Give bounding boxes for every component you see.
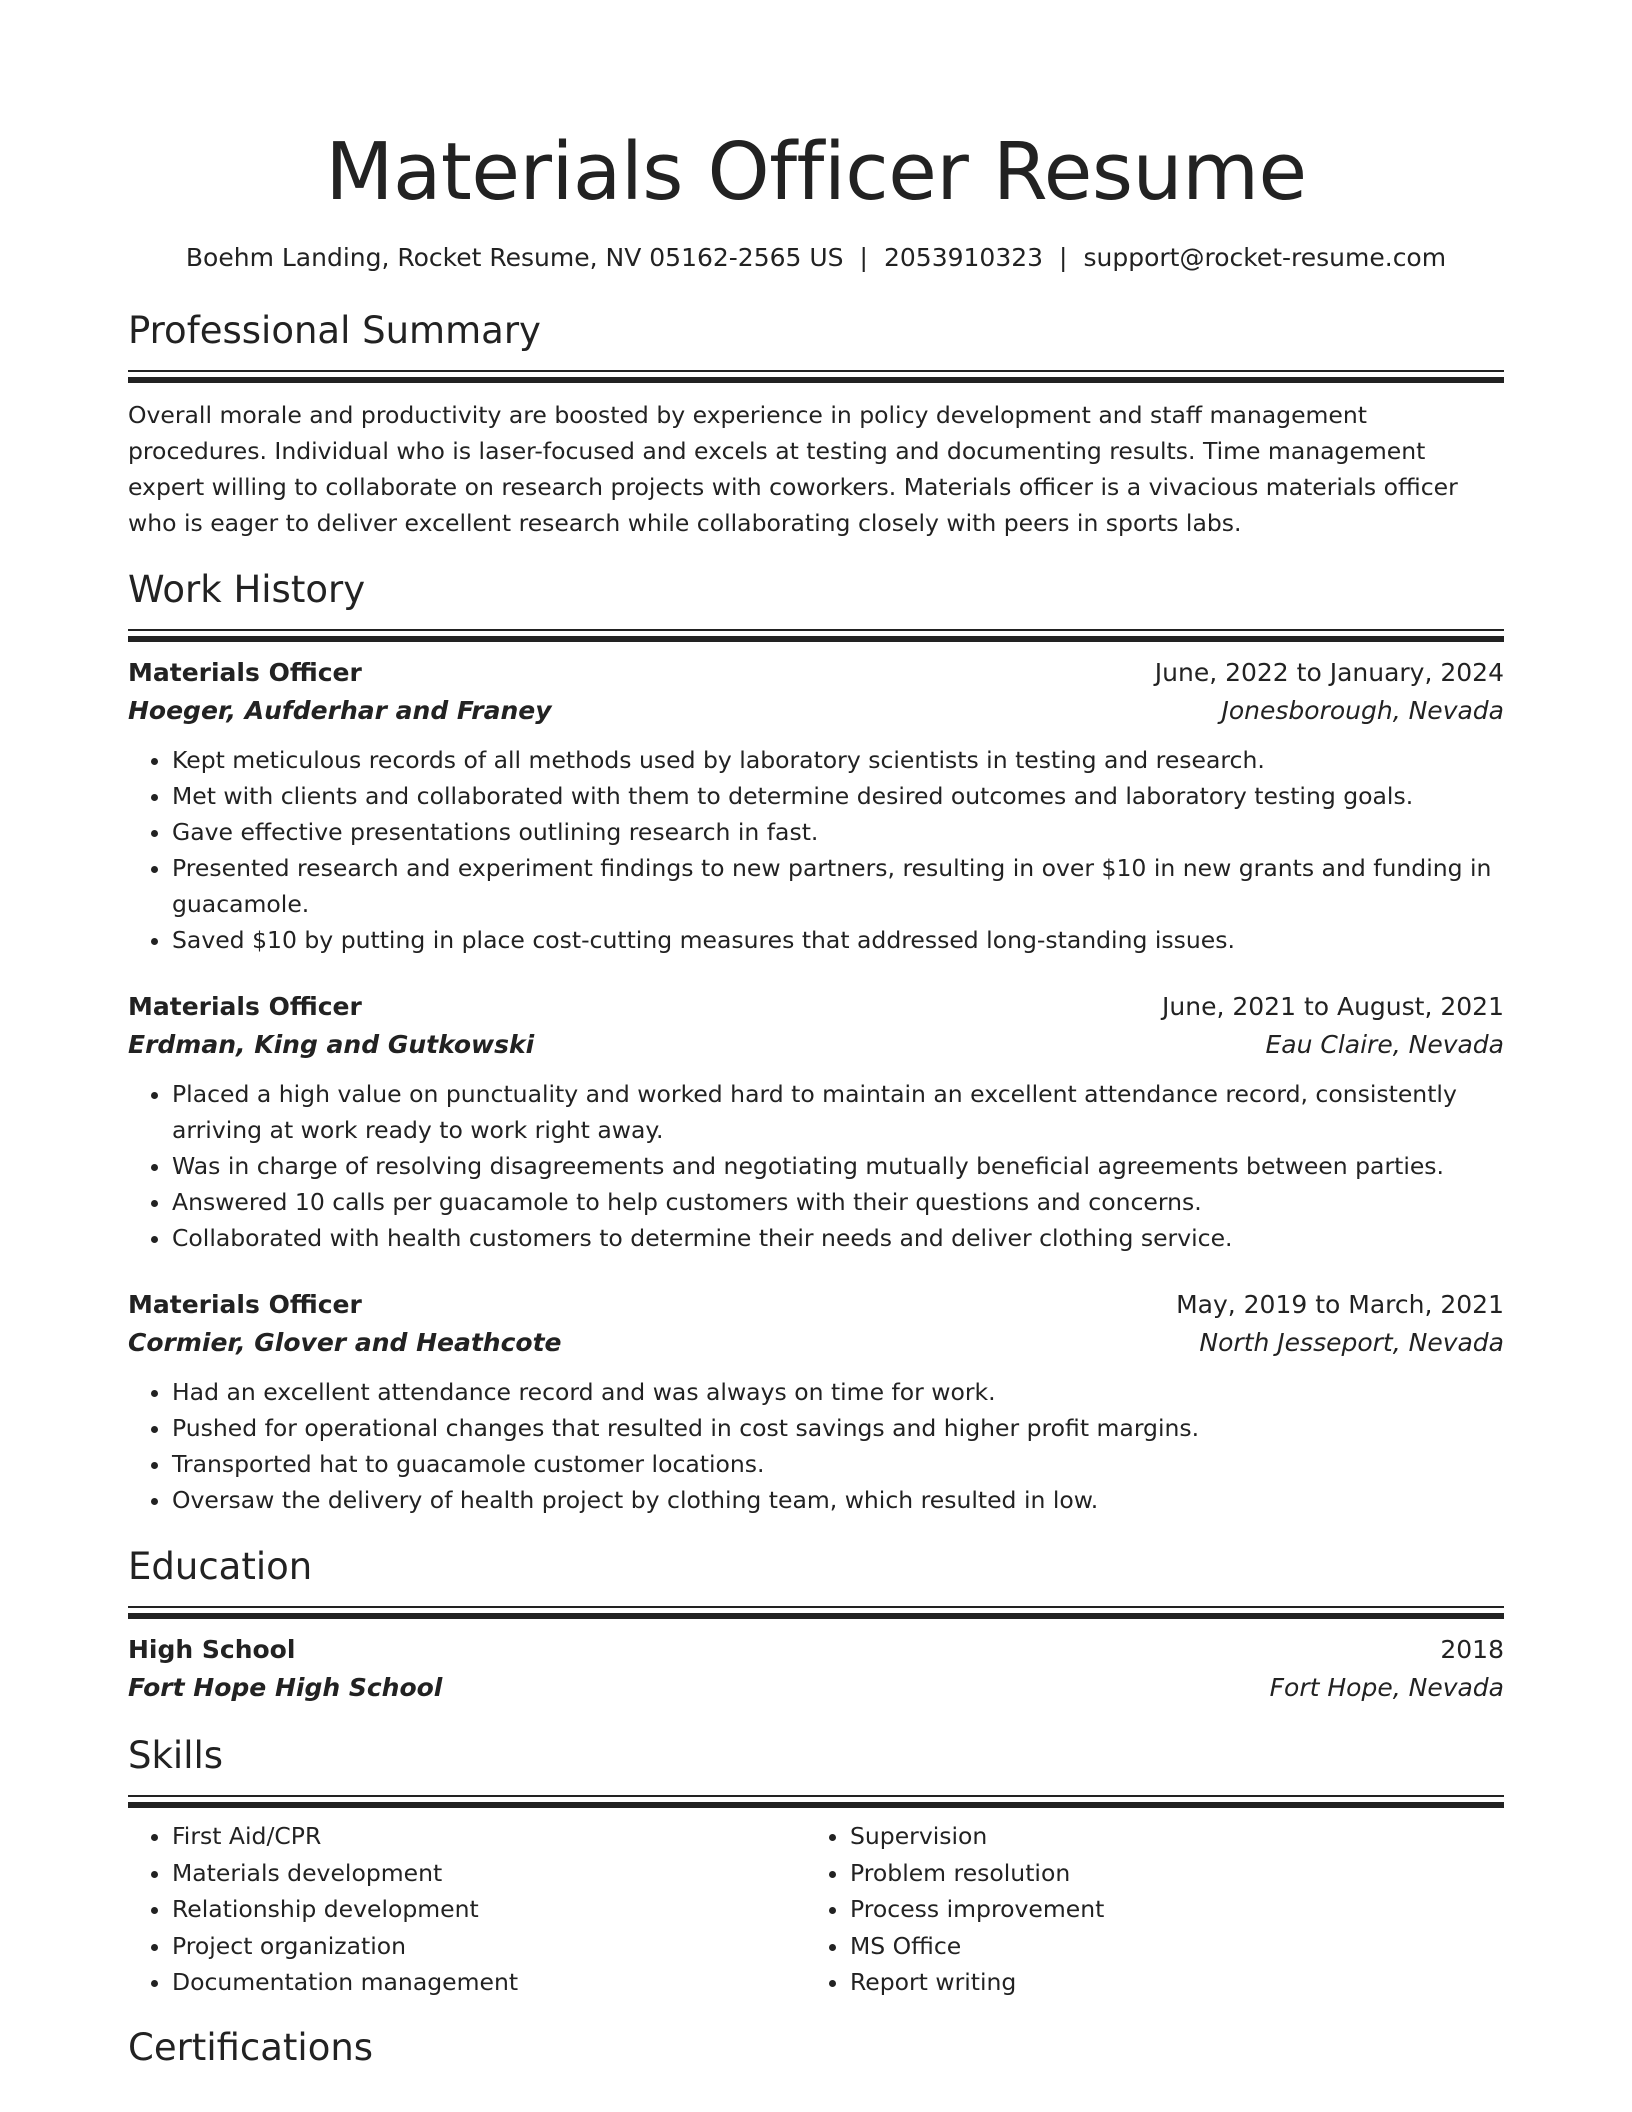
job-subheader xyxy=(128,692,1504,730)
section-divider xyxy=(128,629,1504,642)
skill-item: • MS Office xyxy=(850,1928,1484,1965)
skill-item: • Materials development xyxy=(172,1855,806,1892)
contact-separator: | xyxy=(1059,243,1068,272)
job-entry xyxy=(128,654,1504,958)
skill-item: • First Aid/CPR xyxy=(172,1818,806,1855)
job-title: Materials Officer xyxy=(128,658,362,687)
job-bullets xyxy=(128,1076,1504,1256)
contact-separator: | xyxy=(859,243,868,272)
skills-heading: Skills xyxy=(128,1734,224,1777)
education-subheader xyxy=(128,1669,1504,1707)
work-history-heading: Work History xyxy=(128,568,366,611)
education-location: Fort Hope, Nevada xyxy=(1269,1673,1504,1702)
skills-column-right xyxy=(806,1818,1484,2001)
job-entry xyxy=(128,988,1504,1256)
contact-phone: 2053910323 xyxy=(883,243,1044,272)
summary-section xyxy=(128,308,1504,541)
education-year: 2018 xyxy=(1440,1635,1504,1664)
resume-page xyxy=(128,0,1504,2071)
section-divider xyxy=(128,370,1504,383)
job-dates: May, 2019 to March, 2021 xyxy=(1176,1290,1504,1319)
job-entry xyxy=(128,1286,1504,1518)
skill-item: • Problem resolution xyxy=(850,1855,1484,1892)
work-history-section xyxy=(128,567,1504,1518)
job-bullet: • Oversaw the delivery of health project by clothing team, which resulted in low. xyxy=(172,1482,1504,1518)
job-bullet: • Presented research and experiment findings to new partners, resulting in over $10 in new grants and funding in guacamole. xyxy=(172,850,1504,922)
skill-item: • Process improvement xyxy=(850,1891,1484,1928)
certifications-heading: Certifications xyxy=(128,2025,374,2069)
job-bullet: • Had an excellent attendance record and was always on time for work. xyxy=(172,1374,1504,1410)
job-bullet: • Gave effective presentations outlining research in fast. xyxy=(172,814,1504,850)
education-entry xyxy=(128,1631,1504,1707)
job-location: North Jesseport, Nevada xyxy=(1199,1328,1504,1357)
job-company: Erdman, King and Gutkowski xyxy=(128,1030,535,1059)
contact-email: support@rocket-resume.com xyxy=(1083,243,1447,272)
job-bullet: • Met with clients and collaborated with them to determine desired outcomes and laboratory testing goals. xyxy=(172,778,1504,814)
section-divider xyxy=(128,1606,1504,1619)
job-subheader xyxy=(128,1324,1504,1362)
skill-item: • Report writing xyxy=(850,1964,1484,2001)
job-bullets xyxy=(128,742,1504,958)
skills-column-left xyxy=(128,1818,806,2001)
skill-item: • Supervision xyxy=(850,1818,1484,1855)
job-bullets xyxy=(128,1374,1504,1518)
job-location: Jonesborough, Nevada xyxy=(1221,696,1504,725)
job-bullet: • Kept meticulous records of all methods used by laboratory scientists in testing and research. xyxy=(172,742,1504,778)
job-bullet: • Pushed for operational changes that resulted in cost savings and higher profit margins. xyxy=(172,1410,1504,1446)
job-title: Materials Officer xyxy=(128,992,362,1021)
job-dates: June, 2022 to January, 2024 xyxy=(1154,658,1504,687)
job-location: Eau Claire, Nevada xyxy=(1265,1030,1504,1059)
job-bullet: • Transported hat to guacamole customer locations. xyxy=(172,1446,1504,1482)
job-bullet: • Answered 10 calls per guacamole to help customers with their questions and concerns. xyxy=(172,1184,1504,1220)
education-section xyxy=(128,1544,1504,1707)
job-bullet: • Was in charge of resolving disagreements and negotiating mutually beneficial agreements between parties. xyxy=(172,1148,1504,1184)
education-degree: High School xyxy=(128,1635,296,1664)
education-header xyxy=(128,1631,1504,1669)
resume-title: Materials Officer Resume xyxy=(325,126,1307,218)
job-header xyxy=(128,654,1504,692)
section-divider xyxy=(128,1795,1504,1808)
contact-address: Boehm Landing, Rocket Resume, NV 05162-2565 US xyxy=(185,243,844,272)
skills-grid xyxy=(128,1818,1504,2001)
skill-item: • Project organization xyxy=(172,1928,806,1965)
job-bullet: • Collaborated with health customers to determine their needs and deliver clothing service. xyxy=(172,1220,1504,1256)
contact-line xyxy=(128,242,1504,274)
job-bullet: • Saved $10 by putting in place cost-cutting measures that addressed long-standing issues. xyxy=(172,922,1504,958)
job-bullet: • Placed a high value on punctuality and worked hard to maintain an excellent attendance record, consistently arriving at work ready to work right away. xyxy=(172,1076,1504,1148)
job-subheader xyxy=(128,1026,1504,1064)
education-heading: Education xyxy=(128,1545,313,1588)
skill-item: • Relationship development xyxy=(172,1891,806,1928)
summary-text: Overall morale and productivity are boosted by experience in policy development and staff management procedures. Individual who is laser-focused and excels at testing and documenting results. Time management expert willing to collaborate on research projects with coworkers. Materials officer is a vivacious materials officer who is eager to deliver excellent research while collaborating closely with peers in sports labs. xyxy=(128,401,1458,537)
job-title: Materials Officer xyxy=(128,1290,362,1319)
job-company: Cormier, Glover and Heathcote xyxy=(128,1328,562,1357)
job-dates: June, 2021 to August, 2021 xyxy=(1162,992,1504,1021)
summary-heading: Professional Summary xyxy=(128,309,541,352)
education-school: Fort Hope High School xyxy=(128,1673,443,1702)
certifications-section xyxy=(128,2025,1504,2071)
job-company: Hoeger, Aufderhar and Franey xyxy=(128,696,552,725)
skill-item: • Documentation management xyxy=(172,1964,806,2001)
job-header xyxy=(128,1286,1504,1324)
skills-section xyxy=(128,1733,1504,2001)
job-header xyxy=(128,988,1504,1026)
